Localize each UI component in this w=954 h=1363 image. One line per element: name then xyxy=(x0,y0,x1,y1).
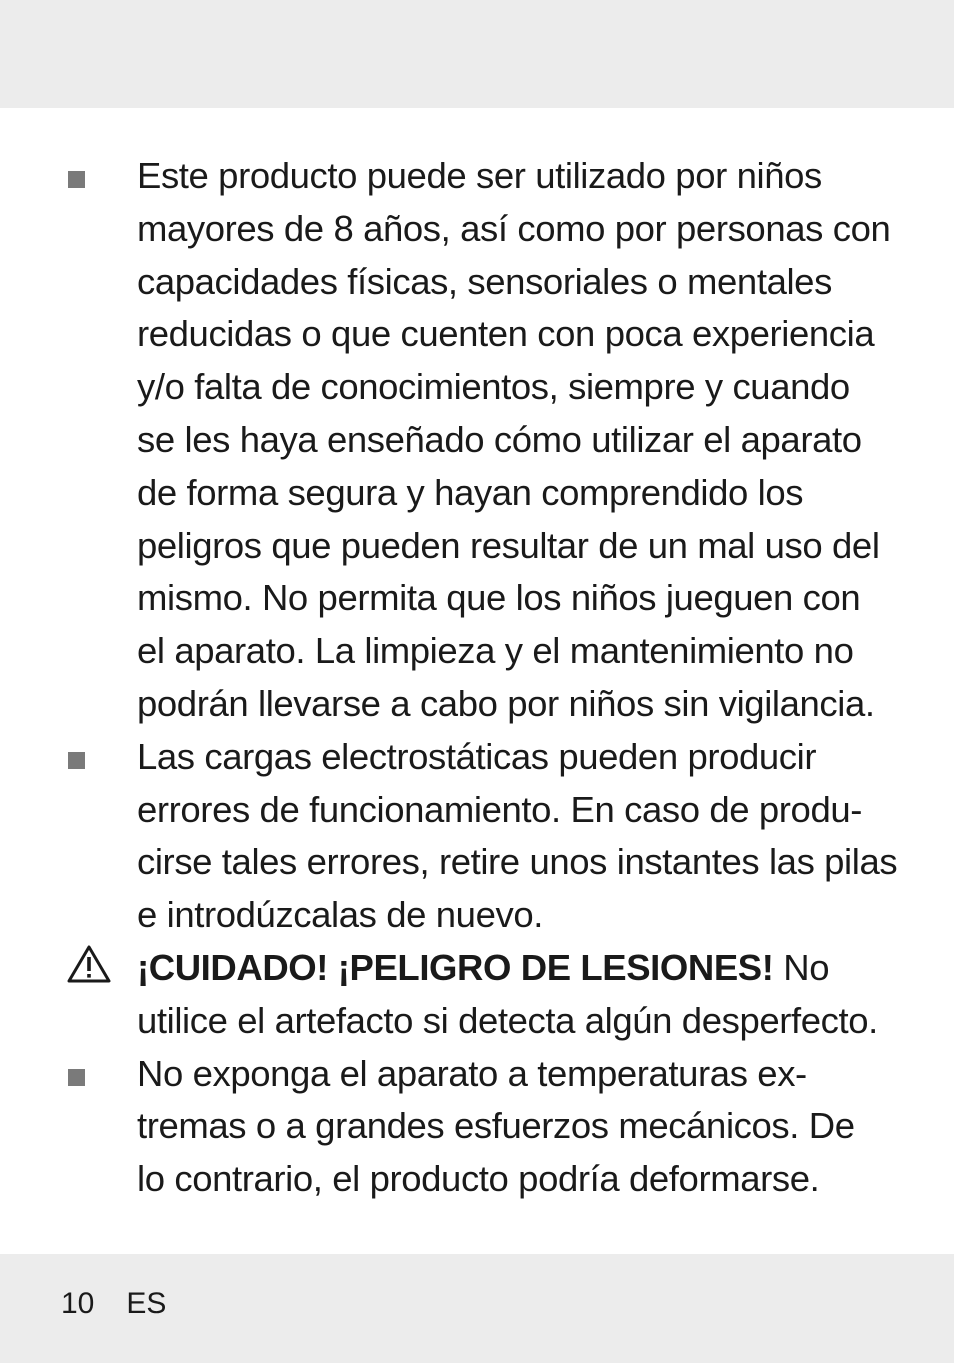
paragraph-temperature xyxy=(137,1048,897,1206)
text-line: el aparato. La limpieza y el mantenimiento no xyxy=(137,630,854,672)
text-line: errores de funcionamiento. En caso de produ- xyxy=(137,788,863,830)
text-line: utilice el artefacto si detecta algún desperfecto. xyxy=(137,999,878,1041)
paragraph-children-usage xyxy=(137,150,897,731)
text-line: peligros que pueden resultar de un mal uso del xyxy=(137,524,880,566)
text-line xyxy=(137,942,897,995)
text-line: lo contrario, el producto podría deformarse. xyxy=(137,1158,820,1200)
text-line: Este producto puede ser utilizado por niños xyxy=(137,155,822,196)
warning-text-start: No xyxy=(773,946,830,988)
text-line: capacidades físicas, sensoriales o mentales xyxy=(137,260,832,302)
safety-instructions xyxy=(0,150,954,1206)
page-footer xyxy=(61,1282,166,1326)
text-line: y/o falta de conocimientos, siempre y cuando xyxy=(137,366,850,408)
square-bullet-icon xyxy=(68,1069,85,1086)
paragraph-injury-warning xyxy=(137,942,897,1048)
text-line: mismo. No permita que los niños jueguen con xyxy=(137,577,861,619)
text-line: mayores de 8 años, así como por personas con xyxy=(137,207,891,249)
list-item xyxy=(0,731,954,942)
text-line: tremas o a grandes esfuerzos mecánicos. De xyxy=(137,1105,855,1147)
text-line: No exponga el aparato a temperaturas ex- xyxy=(137,1052,807,1094)
text-line: de forma segura y hayan comprendido los xyxy=(137,471,804,513)
warning-item xyxy=(0,942,954,1048)
list-item xyxy=(0,1048,954,1206)
warning-heading: ¡CUIDADO! ¡PELIGRO DE LESIONES! xyxy=(137,946,774,988)
page-number: 10 xyxy=(61,1287,95,1320)
warning-triangle-icon xyxy=(66,944,112,984)
paragraph-electrostatic xyxy=(137,731,897,942)
text-line: reducidas o que cuenten con poca experiencia xyxy=(137,313,875,355)
text-line: podrán llevarse a cabo por niños sin vigilancia. xyxy=(137,682,875,724)
header-band xyxy=(0,0,954,108)
text-line: cirse tales errores, retire unos instantes las pilas xyxy=(137,841,898,883)
square-bullet-icon xyxy=(68,171,85,188)
language-code: ES xyxy=(126,1287,167,1320)
square-bullet-icon xyxy=(68,752,85,769)
text-line: Las cargas electrostáticas pueden producir xyxy=(137,735,817,777)
list-item xyxy=(0,150,954,731)
text-line: e introdúzcalas de nuevo. xyxy=(137,894,543,936)
text-line: se les haya enseñado cómo utilizar el aparato xyxy=(137,418,862,460)
